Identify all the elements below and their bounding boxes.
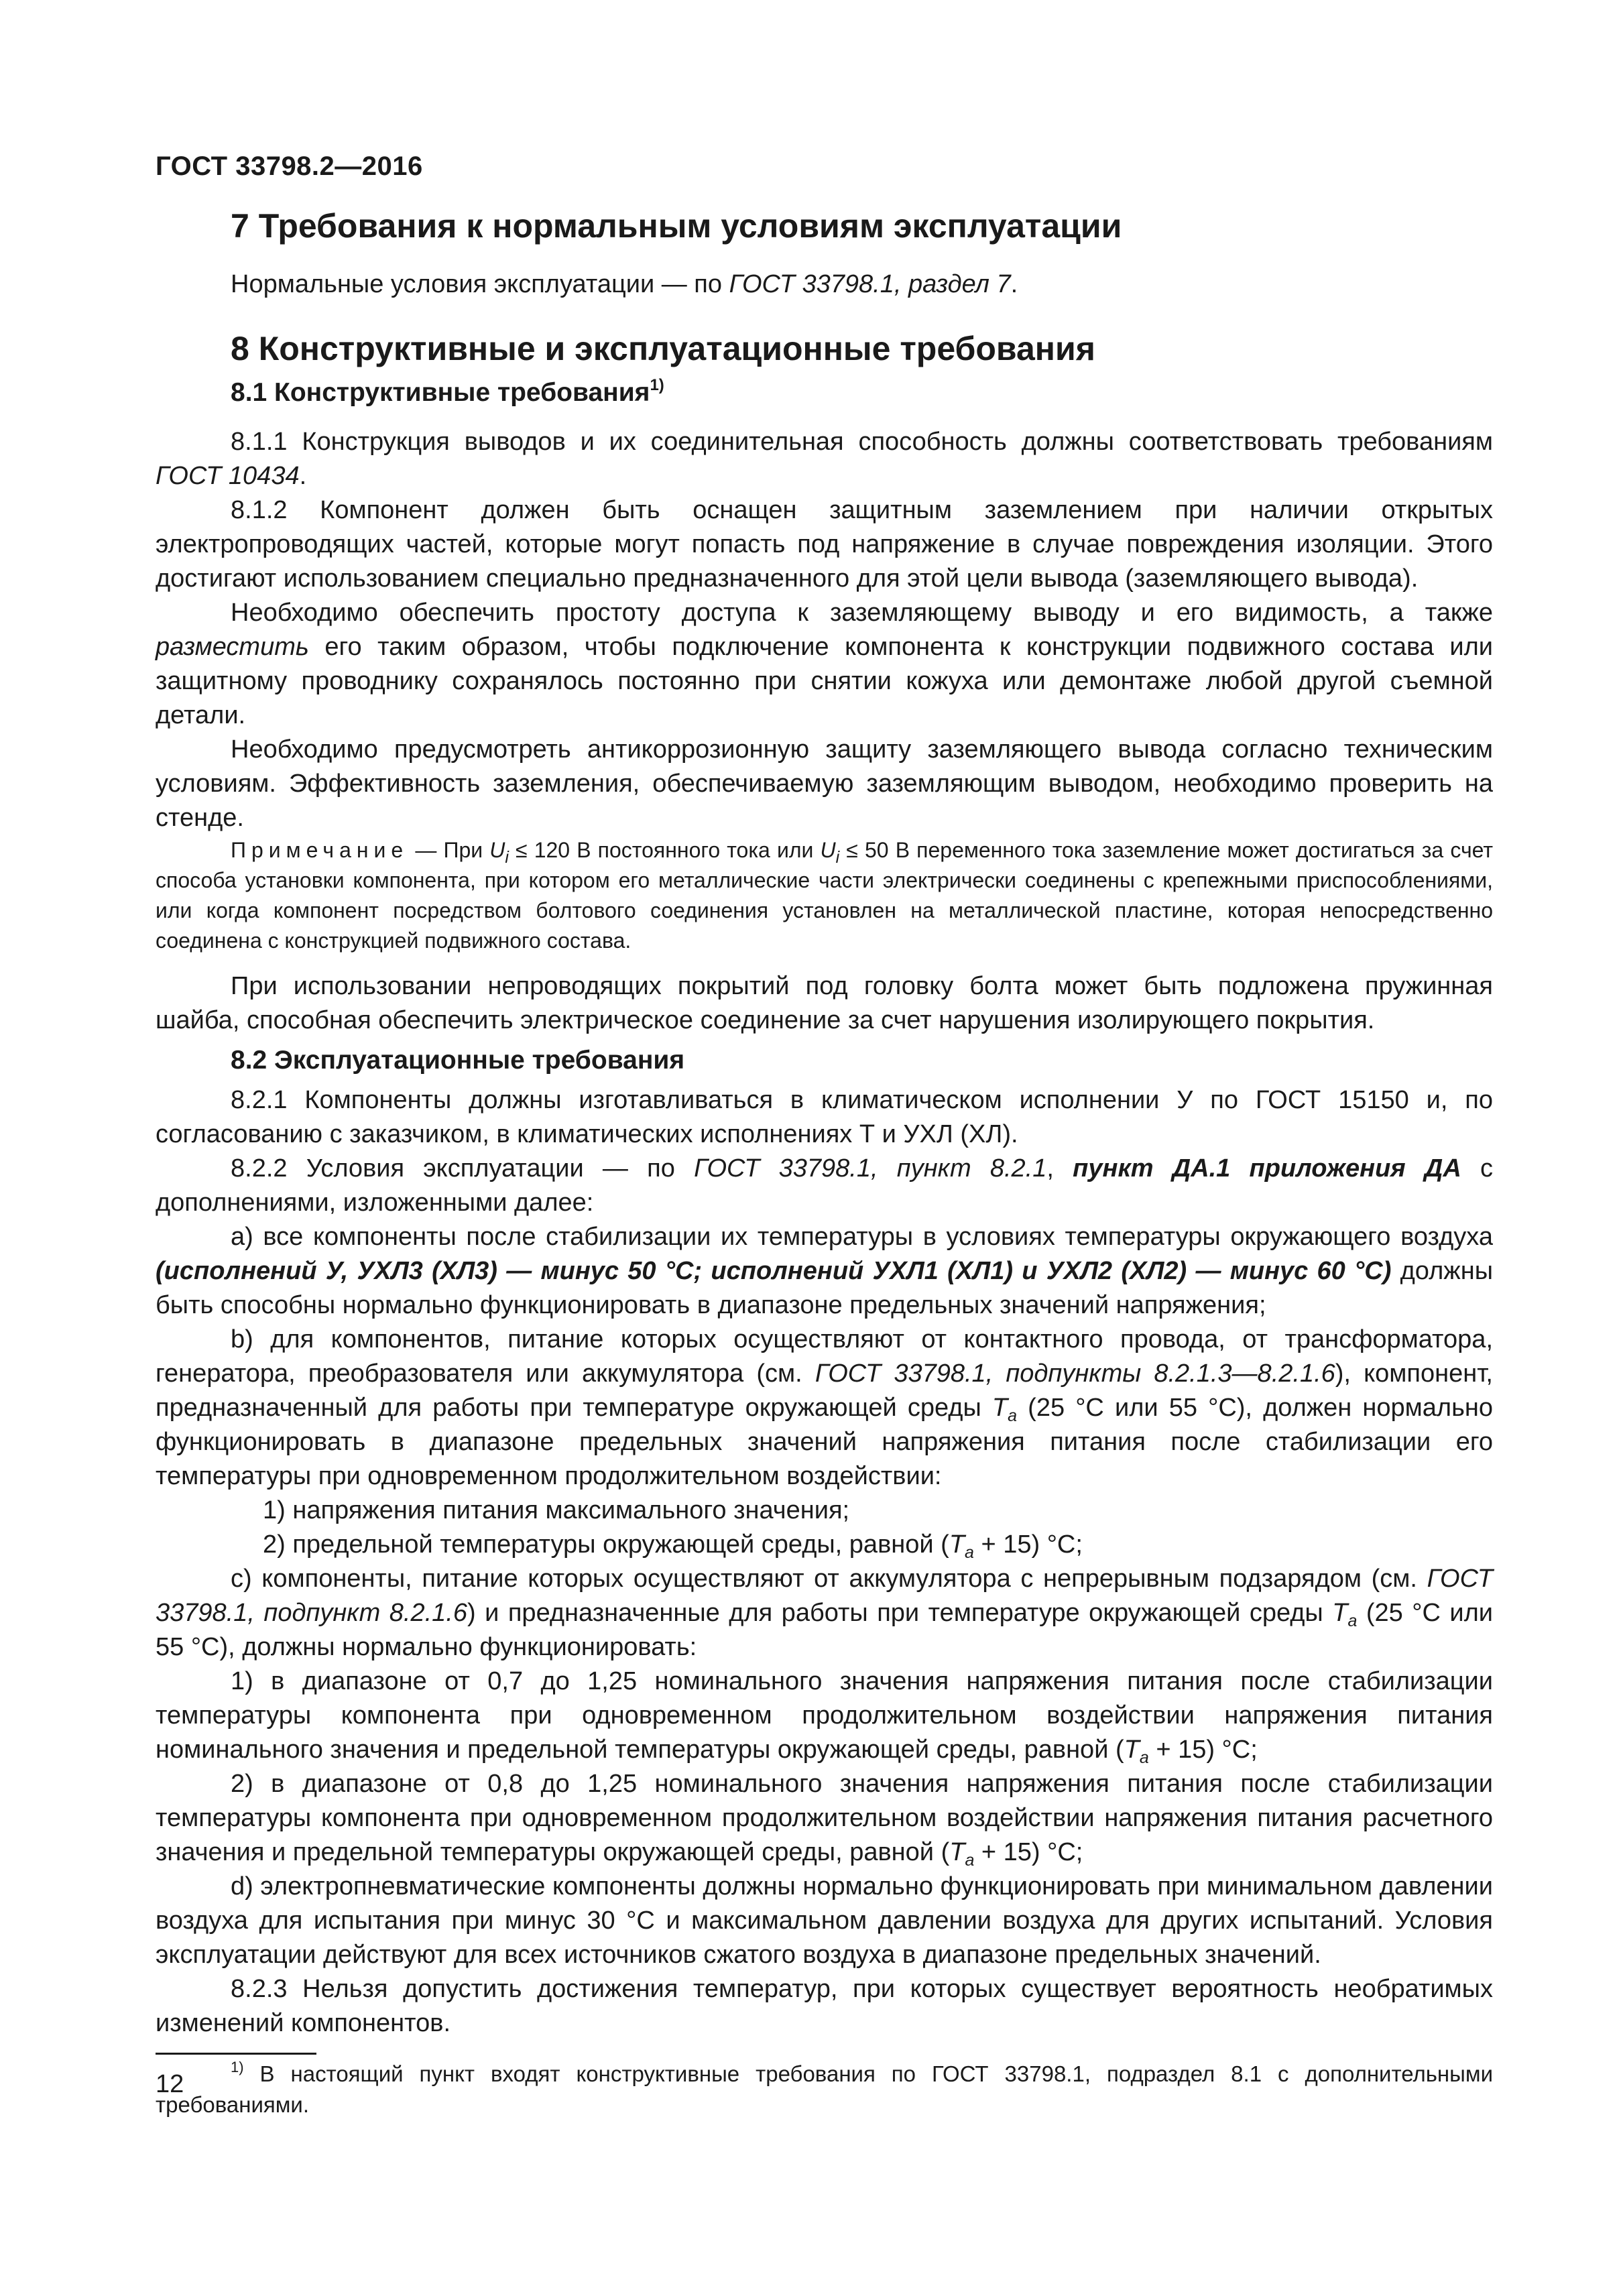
var-subscript: a: [965, 1851, 975, 1870]
paragraph-8-1-1: [156, 425, 1493, 493]
list-item-c: [156, 1562, 1493, 1665]
text-run: — При: [408, 838, 490, 862]
list-item-b: [156, 1323, 1493, 1494]
text-run: (25 °С или 55 °С), должны нормально функционировать:: [156, 1599, 1494, 1661]
text-run: 8.1.1 Конструкция выводов и их соединительная способность должны соответствовать требованиям: [231, 428, 1493, 456]
text-run: .: [299, 462, 307, 490]
var-subscript: i: [835, 848, 840, 867]
section-8-heading: 8 Конструктивные и эксплуатационные требования: [231, 330, 1095, 367]
text-run: + 15) °С;: [974, 1838, 1083, 1866]
list-item-d: d) электропневматические компоненты должны нормально функционировать при минимальном давлении воздуха для испытания при минус 30 °С и максимальном давлении воздуха для других испытаний. Условия эксплуатации действуют для всех источников сжатого воздуха в диапазоне предельных значений.: [156, 1872, 1493, 1969]
text-run: + 15) °С;: [1148, 1736, 1258, 1764]
page-number: 12: [156, 2070, 184, 2098]
text-run: с дополнениями, изложенными далее:: [156, 1154, 1494, 1217]
text-run: 8.2.2 Условия эксплуатации — по: [231, 1154, 695, 1183]
list-item-b-1: 1) напряжения питания максимального значения;: [263, 1496, 850, 1524]
footnote-divider: [156, 2053, 316, 2055]
text-run: ≤ 50 В переменного тока заземление может достигаться за счет способа установки компонента, при котором его металлические части электрически соединены с крепежными приспособлениями, или когда компонент посредством болтового соединения установлен на металлической пластине, которая непосредственно соединена с конструкцией подвижного состава.: [156, 838, 1494, 953]
reference-link: ГОСТ 10434: [156, 462, 300, 490]
text-run: ) и предназначенные для работы при температуре окружающей среды: [467, 1599, 1333, 1627]
paragraph-8-2-1: 8.2.1 Компоненты должны изготавливаться в климатическом исполнении У по ГОСТ 15150 и, по согласованию с заказчиком, в климатических исполнениях Т и УХЛ (ХЛ).: [156, 1086, 1493, 1148]
list-item-c-2: [156, 1767, 1493, 1870]
paragraph-corrosion: Необходимо предусмотреть антикоррозионную защиту заземляющего вывода согласно техническим условиям. Эффективность заземления, обеспечиваемую заземляющим выводом, необходимо проверить на стенде.: [156, 735, 1493, 832]
text-run: 2) в диапазоне от 0,8 до 1,25 номинального значения напряжения питания после стабилизации температуры компонента при одновременном продолжительном воздействии напряжения питания расчетного значения и предельной температуры окружающей среды, равной (: [156, 1770, 1493, 1866]
reference-link: ГОСТ 33798.1, подпункт 8.2.1.6: [156, 1565, 1493, 1627]
reference-link: ГОСТ 33798.1, подпункты 8.2.1.3—8.2.1.6: [815, 1360, 1335, 1388]
footnote-marker: 1): [231, 2059, 244, 2075]
text-run: должны быть способны нормально функционировать в диапазоне предельных значений напряжения;: [156, 1257, 1494, 1319]
subsection-8-1-heading: [231, 375, 1493, 410]
var-t: T: [1332, 1599, 1348, 1627]
text-run: ≤ 120 В постоянного тока или: [508, 838, 821, 862]
reference-link-bold: пункт ДА.1 приложения ДА: [1073, 1154, 1461, 1183]
var-t: T: [991, 1394, 1008, 1422]
var-subscript: a: [965, 1543, 974, 1562]
paragraph-8-2-2: [156, 1152, 1493, 1220]
text-run: с) компоненты, питание которых осуществляют от аккумулятора с непрерывным подзарядом (см.: [231, 1565, 1427, 1593]
section-7-paragraph: [156, 267, 1493, 302]
footnote-marker: 1): [650, 376, 664, 394]
emphasis-text-bold: (исполнений У, УХЛ3 (ХЛ3) — минус 50 °С; исполнений УХЛ1 (ХЛ1) и УХЛ2 (ХЛ2) — минус 60 °С): [156, 1257, 1392, 1285]
var-subscript: a: [1347, 1612, 1358, 1630]
reference-link: ГОСТ 33798.1, раздел 7: [729, 270, 1011, 298]
list-item-a: [156, 1220, 1493, 1323]
var-t: T: [949, 1838, 965, 1866]
heading-text: 8.1 Конструктивные требования: [231, 378, 650, 407]
footnote: [156, 2059, 1493, 2120]
text-run: ), компонент, предназначенный для работы при температуре окружающей среды: [156, 1360, 1493, 1422]
emphasis-text: разместить: [156, 633, 309, 661]
text-run: b) для компонентов, питание которых осуществляют от контактного провода, от трансформатора, генератора, преобразователя или аккумулятора (см.: [156, 1325, 1493, 1388]
page-body: [156, 204, 1493, 2120]
text-run: ,: [1046, 1154, 1073, 1183]
text-run: 2) предельной температуры окружающей среды, равной (: [263, 1530, 949, 1559]
footnote-text: В настоящий пункт входят конструктивные требования по ГОСТ 33798.1, подраздел 8.1 с дополнительными требованиями.: [156, 2061, 1493, 2117]
paragraph-grounding-access: [156, 596, 1493, 733]
var-t: T: [1124, 1736, 1140, 1764]
paragraph-8-2-3: 8.2.3 Нельзя допустить достижения температур, при которых существует вероятность необратимых изменений компонентов.: [156, 1975, 1493, 2037]
var-t: T: [949, 1530, 965, 1559]
text-run: Необходимо обеспечить простоту доступа к заземляющему выводу и его видимость, а также: [231, 599, 1493, 627]
text-run: Нормальные условия эксплуатации — по: [231, 270, 729, 298]
list-item-b-2: [156, 1528, 1493, 1562]
var-subscript: a: [1139, 1748, 1149, 1767]
text-run: + 15) °С;: [973, 1530, 1083, 1559]
var-subscript: a: [1008, 1406, 1018, 1425]
note-label: Примечание: [231, 838, 409, 862]
reference-link: ГОСТ 33798.1, пункт 8.2.1: [694, 1154, 1047, 1183]
var-subscript: i: [505, 848, 509, 867]
note-block: [156, 835, 1493, 956]
section-7-heading: 7 Требования к нормальным условиям эксплуатации: [231, 207, 1122, 245]
var-u: U: [489, 838, 505, 862]
var-u: U: [820, 838, 836, 862]
text-run: 1) в диапазоне от 0,7 до 1,25 номинального значения напряжения питания после стабилизации температуры компонента при одновременном продолжительном воздействии напряжения питания номинального значения и предельной температуры окружающей среды, равной (: [156, 1667, 1493, 1764]
subsection-8-2-heading: 8.2 Эксплуатационные требования: [231, 1046, 685, 1075]
text-run: .: [1010, 270, 1018, 298]
text-run: а) все компоненты после стабилизации их температуры в условиях температуры окружающего воздуха: [231, 1223, 1493, 1251]
text-run: его таким образом, чтобы подключение компонента к конструкции подвижного состава или защитному проводнику сохранялось постоянно при снятии кожуха или демонтаже любой другой съемной детали.: [156, 633, 1493, 729]
paragraph-washer: При использовании непроводящих покрытий под головку болта может быть подложена пружинная шайба, способная обеспечить электрическое соединение за счет нарушения изолирующего покрытия.: [156, 972, 1493, 1034]
document-code: ГОСТ 33798.2—2016: [156, 152, 423, 181]
list-item-c-1: [156, 1665, 1493, 1767]
text-run: (25 °С или 55 °С), должен нормально функционировать в диапазоне предельных значений напряжения питания после стабилизации его температуры при одновременном продолжительном воздействии:: [156, 1394, 1494, 1490]
paragraph-8-1-2: 8.1.2 Компонент должен быть оснащен защитным заземлением при наличии открытых электропроводящих частей, которые могут попасть под напряжение в случае повреждения изоляции. Этого достигают использованием специально предназначенного для этой цели вывода (заземляющего вывода).: [156, 496, 1493, 593]
